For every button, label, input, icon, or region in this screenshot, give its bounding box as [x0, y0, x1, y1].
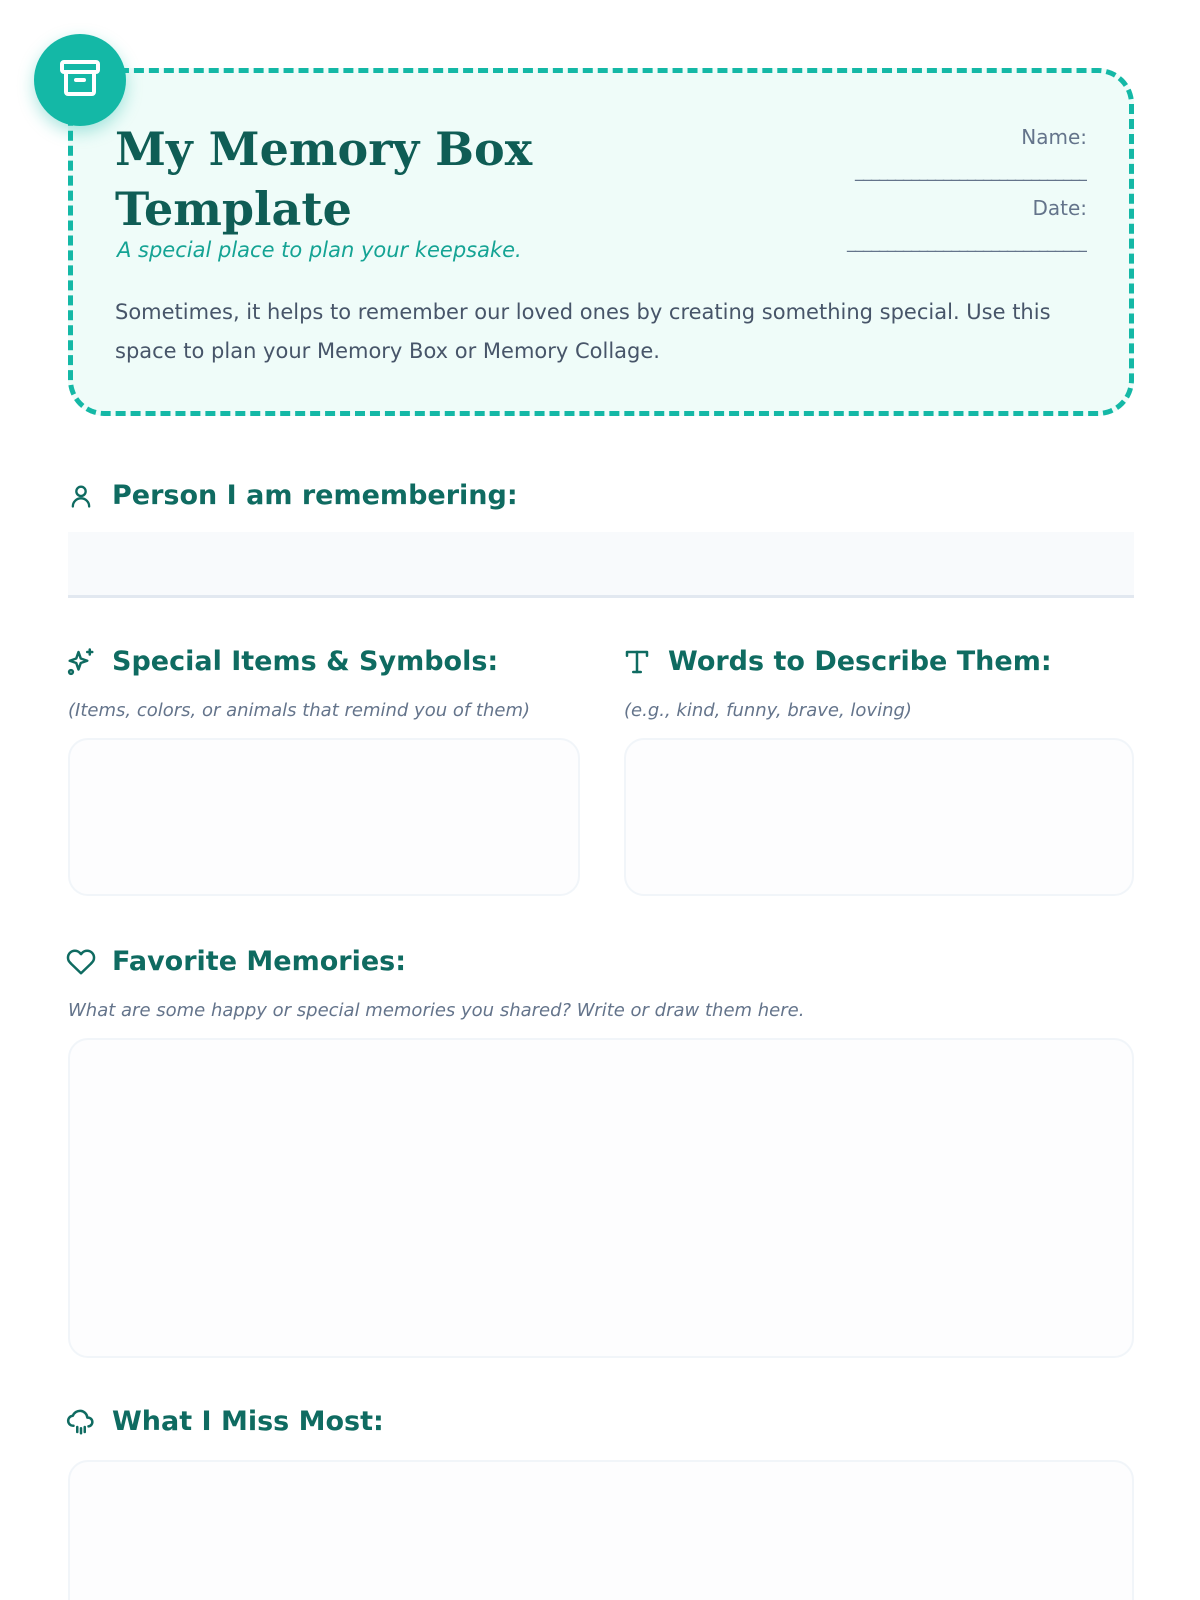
person-section-heading: [66, 480, 518, 511]
date-label: Date:: [1032, 196, 1087, 220]
name-line[interactable]: _____________________________: [855, 161, 1087, 182]
memories-label: Favorite Memories:: [112, 946, 407, 977]
miss-label: What I Miss Most:: [112, 1406, 384, 1437]
items-section-heading: [66, 646, 498, 677]
items-label: Special Items & Symbols:: [112, 646, 499, 677]
name-label: Name:: [1021, 125, 1087, 149]
cloud-rain-icon: [66, 1407, 96, 1437]
memories-section-heading: [66, 946, 406, 977]
archive-box-icon: [56, 54, 104, 106]
miss-box[interactable]: [68, 1460, 1134, 1600]
words-label: Words to Describe Them:: [668, 646, 1052, 677]
heart-icon: [66, 947, 96, 977]
sparkles-icon: [66, 647, 96, 677]
page-subtitle: A special place to plan your keepsake.: [117, 238, 522, 262]
intro-text: Sometimes, it helps to remember our loved ones by creating something special. Use this space to plan your Memory Box or Memory Collage.: [115, 300, 1051, 363]
items-hint: (Items, colors, or animals that remind you of them): [68, 700, 531, 721]
name-date-block: [787, 125, 1087, 253]
header-card: [68, 68, 1134, 416]
person-name-field[interactable]: [68, 532, 1134, 598]
user-icon: [66, 481, 96, 511]
page-title: My Memory Box Template: [115, 122, 533, 236]
type-icon: [622, 647, 652, 677]
items-box[interactable]: [68, 738, 580, 896]
archive-badge: [34, 34, 126, 126]
memories-box[interactable]: [68, 1038, 1134, 1358]
words-section-heading: [622, 646, 1052, 677]
person-label: Person I am remembering:: [112, 480, 518, 511]
miss-section-heading: [66, 1406, 384, 1437]
memories-hint: What are some happy or special memories you shared? Write or draw them here.: [68, 1000, 805, 1021]
date-line[interactable]: ______________________________: [847, 232, 1087, 253]
words-hint: (e.g., kind, funny, brave, loving): [624, 700, 912, 721]
words-box[interactable]: [624, 738, 1134, 896]
